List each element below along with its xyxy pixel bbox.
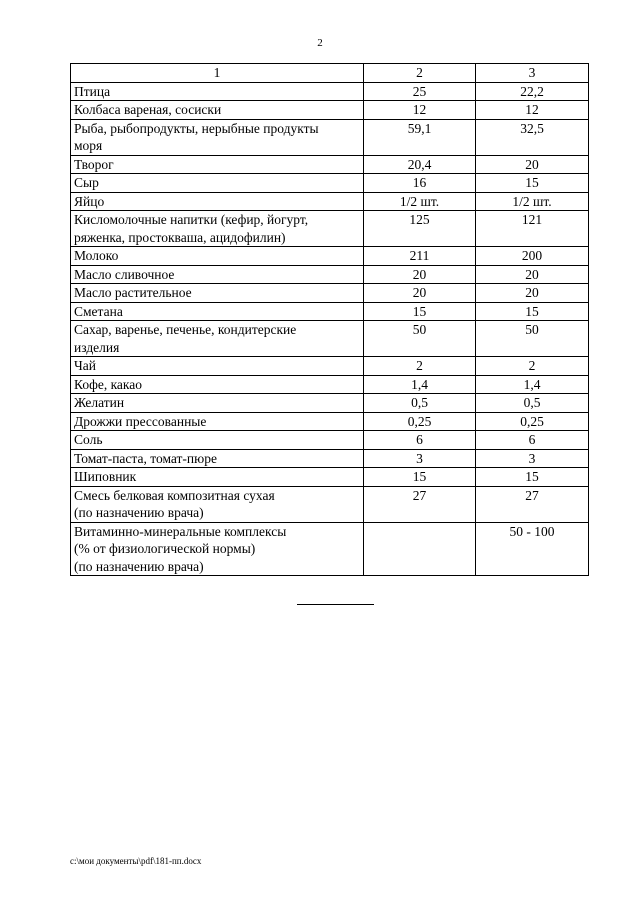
table-row	[71, 375, 589, 394]
product-name-line: Шиповник	[74, 469, 137, 484]
table-row	[71, 155, 589, 174]
product-name-cell	[71, 247, 364, 266]
value-cell-col2: 211	[364, 247, 476, 266]
product-name-line: Творог	[74, 156, 114, 172]
header-cell-2: 2	[364, 64, 476, 83]
value-cell-col2: 1/2 шт.	[364, 192, 476, 211]
value-cell-col2	[364, 522, 476, 576]
value-cell-col3: 32,5	[476, 119, 589, 155]
value-cell-col3: 50	[476, 321, 589, 357]
product-name-cell	[71, 82, 364, 101]
value-cell-col3: 6	[476, 431, 589, 450]
table-row	[71, 247, 589, 266]
table-row	[71, 302, 589, 321]
product-name-cell	[71, 357, 364, 376]
table-row	[71, 211, 589, 247]
product-name-line: Витаминно-минеральные комплексы	[74, 523, 287, 539]
table-row	[71, 394, 589, 413]
end-of-document-rule	[297, 604, 374, 605]
product-name-cell	[71, 449, 364, 468]
product-name-line: Дрожжи прессованные	[74, 413, 207, 429]
value-cell-col3: 1/2 шт.	[476, 192, 589, 211]
table-header-row	[71, 64, 589, 83]
product-name-cell	[71, 486, 364, 522]
table-row	[71, 357, 589, 376]
value-cell-col3: 15	[476, 174, 589, 193]
footer-file-path: c:\мои документы\pdf\181-пп.docx	[70, 856, 202, 866]
product-name-cell	[71, 211, 364, 247]
product-name-line: Сыр	[74, 175, 99, 190]
value-cell-col3: 20	[476, 284, 589, 303]
product-name-cell	[71, 192, 364, 211]
table-row	[71, 192, 589, 211]
product-name-cell	[71, 174, 364, 193]
value-cell-col3: 27	[476, 486, 589, 522]
product-name-line: Сахар, варенье, печенье, кондитерские	[74, 322, 297, 337]
value-cell-col3: 20	[476, 155, 589, 174]
value-cell-col2: 20	[364, 265, 476, 284]
value-cell-col2: 59,1	[364, 119, 476, 155]
product-name-line: Масло сливочное	[74, 266, 175, 282]
header-cell-1: 1	[71, 64, 364, 83]
value-cell-col2: 16	[364, 174, 476, 193]
product-name-line: Кисломолочные напитки (кефир, йогурт,	[74, 212, 309, 227]
product-name-cell	[71, 101, 364, 120]
product-name-line: Колбаса вареная, сосиски	[74, 102, 222, 117]
value-cell-col3: 0,5	[476, 394, 589, 413]
value-cell-col3: 1,4	[476, 375, 589, 394]
product-name-cell	[71, 284, 364, 303]
product-name-line: изделия	[74, 339, 120, 355]
table-row	[71, 119, 589, 155]
page-number: 2	[317, 37, 323, 49]
product-name-cell	[71, 265, 364, 284]
header-cell-3: 3	[476, 64, 589, 83]
food-norms-table	[70, 63, 589, 576]
product-name-cell	[71, 375, 364, 394]
value-cell-col2: 3	[364, 449, 476, 468]
value-cell-col3: 200	[476, 247, 589, 266]
product-name-line: (по назначению врача)	[74, 558, 204, 574]
value-cell-col2: 25	[364, 82, 476, 101]
value-cell-col3: 22,2	[476, 82, 589, 101]
value-cell-col2: 20,4	[364, 155, 476, 174]
value-cell-col3: 15	[476, 302, 589, 321]
product-name-cell	[71, 119, 364, 155]
product-name-cell	[71, 431, 364, 450]
product-name-line: моря	[74, 138, 103, 153]
value-cell-col3: 2	[476, 357, 589, 376]
value-cell-col2: 20	[364, 284, 476, 303]
product-name-cell	[71, 394, 364, 413]
value-cell-col3: 3	[476, 449, 589, 468]
product-name-cell	[71, 468, 364, 487]
value-cell-col2: 15	[364, 302, 476, 321]
product-name-line: (% от физиологической нормы)	[74, 541, 256, 556]
value-cell-col2: 0,25	[364, 412, 476, 431]
value-cell-col2: 125	[364, 211, 476, 247]
product-name-line: Желатин	[74, 395, 125, 410]
product-name-line: Соль	[74, 432, 103, 447]
value-cell-col2: 15	[364, 468, 476, 487]
table-row	[71, 284, 589, 303]
table-row	[71, 101, 589, 120]
value-cell-col2: 27	[364, 486, 476, 522]
product-name-line: Птица	[74, 83, 111, 99]
product-name-line: Рыба, рыбопродукты, нерыбные продукты	[74, 120, 319, 136]
product-name-line: (по назначению врача)	[74, 505, 204, 520]
value-cell-col3: 121	[476, 211, 589, 247]
product-name-line: Смесь белковая композитная сухая	[74, 487, 275, 503]
product-name-cell	[71, 302, 364, 321]
table-row	[71, 321, 589, 357]
table-row	[71, 486, 589, 522]
product-name-cell	[71, 522, 364, 576]
table-row	[71, 82, 589, 101]
value-cell-col3: 20	[476, 265, 589, 284]
table-row	[71, 431, 589, 450]
table-row	[71, 522, 589, 576]
value-cell-col2: 2	[364, 357, 476, 376]
value-cell-col3: 12	[476, 101, 589, 120]
value-cell-col2: 0,5	[364, 394, 476, 413]
table-row	[71, 468, 589, 487]
table-row	[71, 449, 589, 468]
table-body	[71, 64, 589, 576]
value-cell-col2: 12	[364, 101, 476, 120]
product-name-line: Кофе, какао	[74, 376, 143, 392]
product-name-line: Молоко	[74, 248, 119, 263]
product-name-line: Масло растительное	[74, 285, 192, 300]
product-name-line: Сметана	[74, 303, 123, 319]
product-name-cell	[71, 321, 364, 357]
product-name-line: ряженка, простокваша, ацидофилин)	[74, 229, 286, 245]
product-name-line: Томат-паста, томат-пюре	[74, 450, 217, 466]
product-name-line: Чай	[74, 358, 96, 373]
value-cell-col2: 6	[364, 431, 476, 450]
value-cell-col2: 50	[364, 321, 476, 357]
table-row	[71, 412, 589, 431]
product-name-line: Яйцо	[74, 193, 105, 209]
value-cell-col3: 15	[476, 468, 589, 487]
table-row	[71, 265, 589, 284]
value-cell-col3: 50 - 100	[476, 522, 589, 576]
value-cell-col2: 1,4	[364, 375, 476, 394]
value-cell-col3: 0,25	[476, 412, 589, 431]
product-name-cell	[71, 412, 364, 431]
product-name-cell	[71, 155, 364, 174]
table-row	[71, 174, 589, 193]
